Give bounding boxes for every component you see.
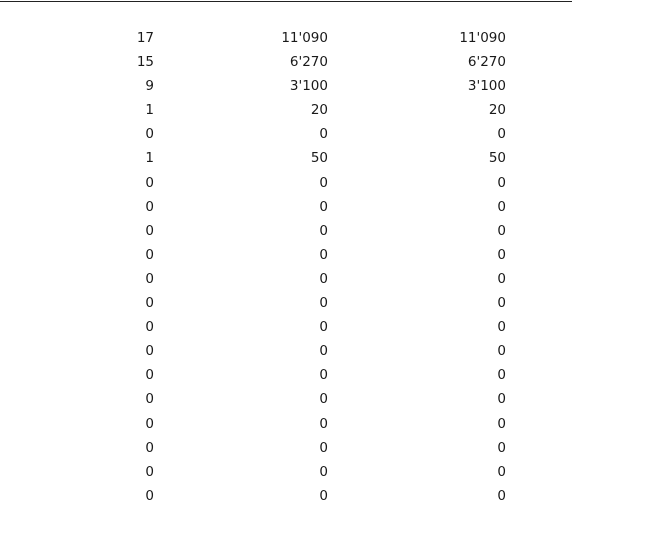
table-row xyxy=(0,195,572,219)
table-cell-col-1: 0 xyxy=(145,295,154,312)
table-cell-col-3: 11'090 xyxy=(459,30,506,46)
table-cell-col-1: 9 xyxy=(145,78,154,95)
table-row xyxy=(0,436,572,460)
table-cell-col-2: 0 xyxy=(319,343,328,360)
table-cell-col-1: 17 xyxy=(136,30,154,46)
table-cell-col-3: 0 xyxy=(497,367,506,384)
table-cell-col-2: 0 xyxy=(319,439,328,456)
table-row xyxy=(0,219,572,243)
table-cell-col-3: 0 xyxy=(497,246,506,263)
table-row xyxy=(0,98,572,122)
table-cell-col-1: 0 xyxy=(145,463,154,480)
table-cell-col-2: 0 xyxy=(319,463,328,480)
table-cell-col-3: 3'100 xyxy=(467,78,506,95)
table-cell-col-3: 0 xyxy=(497,198,506,215)
table-cell-col-3: 0 xyxy=(497,126,506,143)
table-row xyxy=(0,74,572,98)
table-row xyxy=(0,171,572,195)
table-cell-col-1: 0 xyxy=(145,198,154,215)
table-cell-col-1: 0 xyxy=(145,174,154,191)
table-row xyxy=(0,122,572,146)
table-cell-col-2: 0 xyxy=(319,415,328,432)
table-cell-col-3: 0 xyxy=(497,319,506,336)
table-cell-col-2: 50 xyxy=(310,150,328,167)
data-table xyxy=(0,26,572,508)
table-cell-col-2: 6'270 xyxy=(289,54,328,71)
table-cell-col-2: 11'090 xyxy=(281,30,328,46)
table-row xyxy=(0,26,572,50)
table-cell-col-2: 0 xyxy=(319,246,328,263)
table-cell-col-2: 0 xyxy=(319,367,328,384)
table-cell-col-1: 0 xyxy=(145,222,154,239)
table-row xyxy=(0,412,572,436)
table-cell-col-3: 20 xyxy=(488,102,506,119)
table-row xyxy=(0,243,572,267)
table-cell-col-2: 0 xyxy=(319,126,328,143)
table-row xyxy=(0,484,572,508)
table-cell-col-1: 0 xyxy=(145,391,154,408)
table-cell-col-2: 0 xyxy=(319,222,328,239)
table-cell-col-1: 15 xyxy=(136,54,154,71)
table-cell-col-1: 0 xyxy=(145,367,154,384)
table-cell-col-2: 0 xyxy=(319,391,328,408)
table-cell-col-3: 0 xyxy=(497,343,506,360)
table-row xyxy=(0,267,572,291)
table-row xyxy=(0,50,572,74)
table-cell-col-1: 0 xyxy=(145,126,154,143)
table-cell-col-1: 1 xyxy=(145,150,154,167)
table-row xyxy=(0,146,572,170)
table-cell-col-2: 0 xyxy=(319,295,328,312)
table-cell-col-2: 0 xyxy=(319,174,328,191)
table-cell-col-3: 0 xyxy=(497,222,506,239)
table-cell-col-3: 0 xyxy=(497,295,506,312)
table-cell-col-3: 0 xyxy=(497,463,506,480)
table-cell-col-2: 0 xyxy=(319,319,328,336)
table-cell-col-2: 0 xyxy=(319,270,328,287)
table-cell-col-2: 0 xyxy=(319,198,328,215)
table-row xyxy=(0,363,572,387)
table-cell-col-3: 6'270 xyxy=(467,54,506,71)
table-row xyxy=(0,460,572,484)
table-cell-col-3: 0 xyxy=(497,415,506,432)
table-row xyxy=(0,315,572,339)
table-cell-col-3: 0 xyxy=(497,174,506,191)
table-cell-col-1: 0 xyxy=(145,343,154,360)
table-cell-col-3: 0 xyxy=(497,439,506,456)
table-row xyxy=(0,291,572,315)
table-cell-col-1: 0 xyxy=(145,415,154,432)
table-cell-col-1: 0 xyxy=(145,270,154,287)
table-cell-col-1: 1 xyxy=(145,102,154,119)
table-cell-col-1: 0 xyxy=(145,439,154,456)
top-divider-line xyxy=(0,1,572,2)
table-cell-col-3: 0 xyxy=(497,487,506,504)
table-cell-col-1: 0 xyxy=(145,319,154,336)
table-row xyxy=(0,387,572,411)
table-cell-col-2: 0 xyxy=(319,487,328,504)
table-cell-col-3: 50 xyxy=(488,150,506,167)
table-cell-col-2: 3'100 xyxy=(289,78,328,95)
table-row xyxy=(0,339,572,363)
table-cell-col-1: 0 xyxy=(145,487,154,504)
table-cell-col-3: 0 xyxy=(497,270,506,287)
table-cell-col-2: 20 xyxy=(310,102,328,119)
table-cell-col-1: 0 xyxy=(145,246,154,263)
table-cell-col-3: 0 xyxy=(497,391,506,408)
